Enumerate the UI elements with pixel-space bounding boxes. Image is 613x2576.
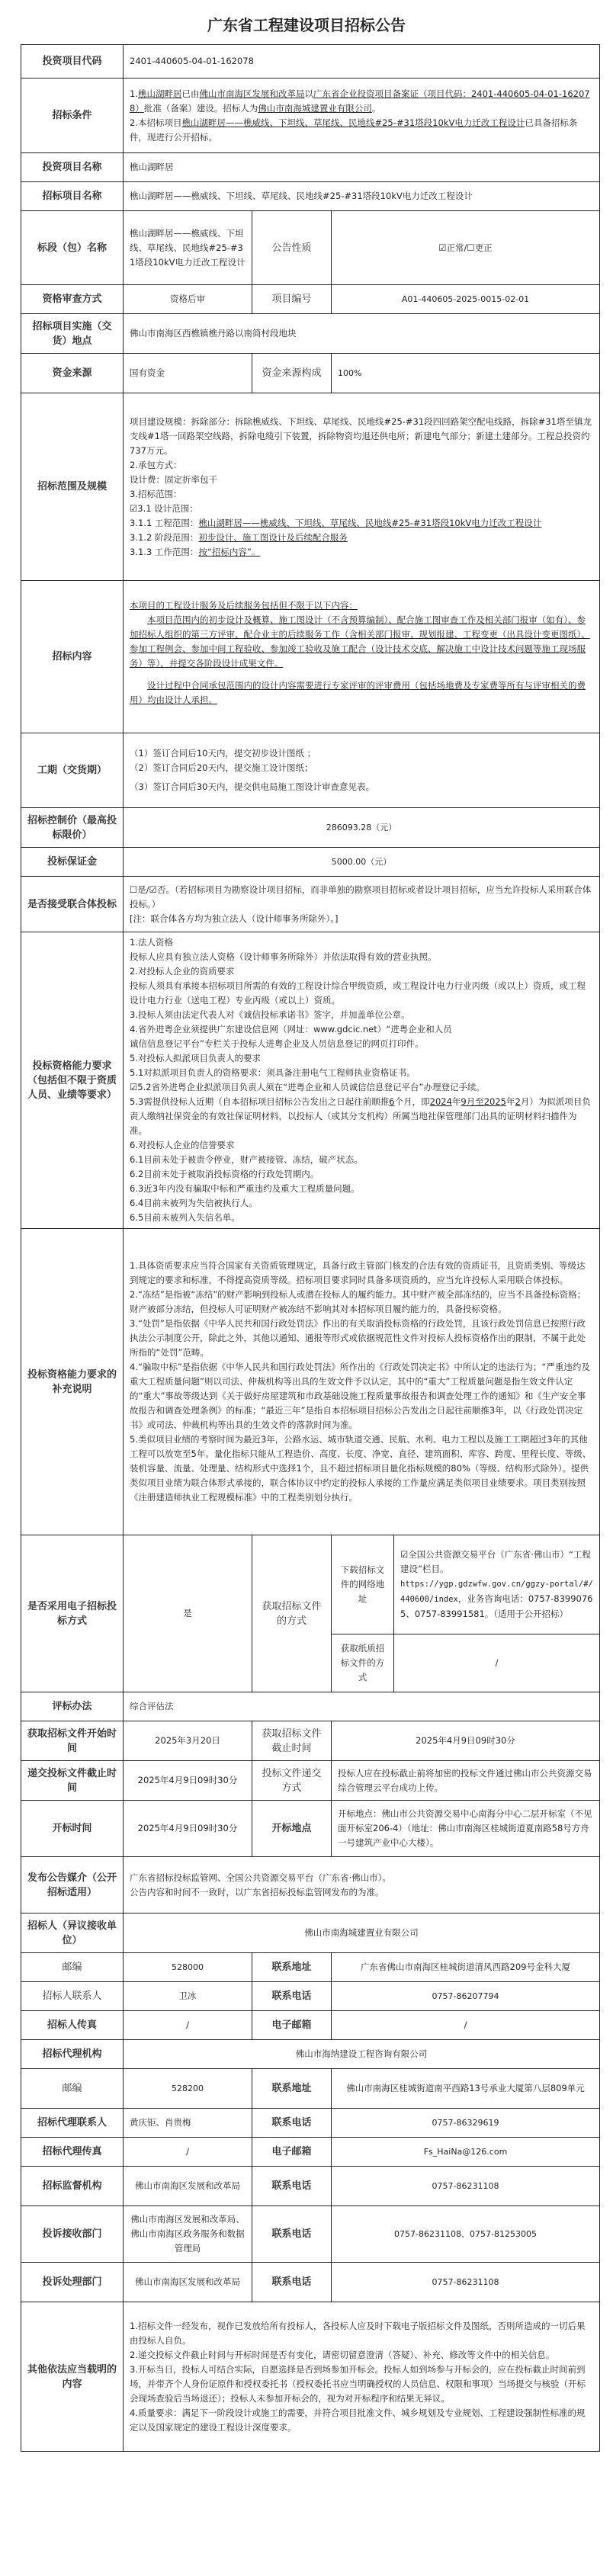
row-tenderer-contact	[21, 1982, 600, 2011]
row-investment-code	[21, 45, 600, 79]
text: 已具备招标条件，现进行公开招标。	[130, 117, 578, 143]
text: 樵山湖畔居——樵威线、下坦线、草尾线、民地线#25-#31塔段10kV电力迁改工程设计	[198, 517, 542, 528]
addr-label: 联系地址	[252, 2069, 332, 2109]
value: 佛山市南海区发展和改革局	[124, 2167, 252, 2206]
value: 资格后审	[124, 285, 252, 314]
text: 6	[389, 1096, 395, 1107]
media-line: 公告内容和时间不一致时，以广东省招标投标监管网发布的为准。	[130, 1886, 384, 1898]
phone-value: 0757-86231108、0757-81253005	[332, 2206, 600, 2263]
req-line: 投标人须具有承接本招标项目所需的有效的工程设计综合甲级资质，或工程设计电力行业丙级（或以上）资质，或工程设计电力行业（送电工程）专业丙级（或以上）资质。	[130, 980, 586, 1006]
text: 个月，即	[394, 1096, 430, 1107]
value: 528000	[124, 1953, 252, 1982]
req-line: 6.3近3年内没有骗取中标和严重违约及重大工程质量问题。	[130, 1183, 360, 1194]
label: 是否接受联合体投标	[21, 877, 124, 932]
label: 招标控制价（最高投标限价）	[21, 808, 124, 848]
label: 投资项目名称	[21, 153, 124, 182]
owner: 佛山市南海城建置业有限公司	[258, 102, 372, 114]
value	[124, 2302, 600, 2452]
req-line: 6.2目前未处于被取消投标资格的行政处罚期内。	[130, 1169, 319, 1179]
req-line: 6.4目前未被列为失信被执行人。	[130, 1198, 258, 1208]
value: 286093.28（元）	[124, 808, 600, 848]
phone-label: 联系电话	[252, 2206, 332, 2263]
row-electronic	[21, 1535, 600, 1634]
value: 樵山湖畔居——樵威线、下坦线、草尾线、民地线#25-#31塔段10kV电力迁改工程设计	[124, 182, 600, 211]
text: 3.1.3 工作范围：	[130, 546, 199, 557]
row-location	[21, 314, 600, 354]
label: 投资项目代码	[21, 45, 124, 79]
label: 是否采用电子招标投标方式	[21, 1535, 124, 1692]
label: 投标资格能力要求（包括但不限于资质人员、业绩等要求）	[21, 932, 124, 1229]
text: 9	[461, 1096, 467, 1107]
phone-value: 0757-86231108	[332, 2263, 600, 2302]
period-line: （3）签订合同后30天内，提交供电局施工图设计审查意见表。	[130, 781, 374, 792]
phone-label: 联系电话	[252, 2263, 332, 2302]
label: 资格审查方式	[21, 285, 124, 314]
content-p2: 本项目范围内的初步设计及概算、施工图设计（不含预算编制）、配合施工图审查工作及相关部门报审（如有）、参加招标人组织的第三方评审、配合业主的后续服务工作（含相关部门报审、规划报建、工程变更（出具设计变更图纸）、参加工程例会、参加中间工程验收、参加竣工验收及施工配合（设计技术交底、解决施工中设计技术问题等施工现场服务）等），并提交各阶段设计成果文件。	[130, 614, 590, 669]
row-consortium	[21, 877, 600, 932]
email-label: 电子邮箱	[252, 2011, 332, 2040]
value	[124, 393, 600, 581]
req-line: 3.投标人须由法定代表人对《诚信投标承诺书》签字，并加盖单位公章。	[130, 1009, 410, 1020]
value: 是	[124, 1535, 252, 1692]
scope-sub	[130, 516, 593, 531]
consortium-note: [注：联合体各方均为独立法人（设计师事务所除外）。]	[130, 913, 339, 924]
row-obtain-time	[21, 1721, 600, 1761]
approval-doc: 广东省企业投资项目备案证（项目代码：2401-440605-04-01-162078）	[130, 88, 590, 114]
label: 邮编	[21, 2069, 124, 2109]
addr-value: 佛山市南海区桂城街道南平西路13号承业大厦第八层809单元	[332, 2069, 600, 2109]
row-agency-contact	[21, 2109, 600, 2138]
value: 2025年4月9日09时30分	[124, 1761, 252, 1801]
value	[124, 79, 600, 153]
value	[124, 932, 600, 1229]
row-other	[21, 2302, 600, 2452]
row-complaint-proc	[21, 2263, 600, 2302]
label: 招标人（异议接收单位）	[21, 1914, 124, 1953]
label: 招标条件	[21, 79, 124, 153]
value: /	[124, 2138, 252, 2167]
text: 已由	[181, 88, 200, 99]
req-line: 6.1目前未处于被责令停业，财产被接管、冻结，破产状态。	[130, 1154, 363, 1165]
row-agency	[21, 2040, 600, 2069]
supplement-line: 2.“冻结”是指被“冻结”的财产影响到投标人或潜在投标人的履约能力。其中财产被全部冻结的，应当不具备投标资格；财产被部分冻结，但投标人可证明财产被冻结不影响其对本招标项目履约能力的，具备投标资格。	[130, 1289, 586, 1314]
scope-line: 2.承包方式：	[130, 459, 182, 470]
nature-value: ☑正常/☐更正	[332, 211, 600, 285]
consortium-line: ☐是/☑否。（若招标项目为勘察设计项目招标，而非单独的勘察项目招标或者设计项目招标，应当允许投标人采用联合体投标。）	[130, 884, 592, 909]
row-complaint-recv	[21, 2206, 600, 2263]
value: 樵山湖畔居	[124, 153, 600, 182]
row-tender-name	[21, 182, 600, 211]
text: 。	[371, 102, 381, 114]
req-line: 6.5目前未被列入失信名单。	[130, 1212, 240, 1223]
label: 招标人传真	[21, 2011, 124, 2040]
value: 佛山市南海城建置业有限公司	[124, 1914, 600, 1953]
other-line: 1.招标文件一经发布，视作已发放给所有投标人，各投标人应及时下载电子版招标文件及图纸，否则所造成的一切后果由投标人自负。	[130, 2320, 586, 2346]
text: ，业务咨询电话：0757-83990765、0757-83991581。（适用于公开招标）	[400, 1593, 593, 1619]
text: 2.本招标项目	[130, 117, 182, 128]
notice-table	[21, 44, 600, 2452]
row-agency-fax	[21, 2138, 600, 2167]
period-line: （1）签订合同后10天内，提交初步设计图纸 ；	[130, 748, 316, 759]
label: 招标项目实施（交货）地点	[21, 314, 124, 354]
row-section	[21, 211, 600, 285]
value: 佛山市海纳建设工程咨询有限公司	[124, 2040, 600, 2069]
paper-value: /	[394, 1634, 600, 1692]
scope-sub	[130, 531, 593, 545]
row-media	[21, 1857, 600, 1914]
label: 评标办法	[21, 1692, 124, 1721]
label: 投诉处理部门	[21, 2263, 124, 2302]
text: ☑全国公共资源交易平台（广东省·佛山市）“工程建设”栏目。	[400, 1549, 591, 1574]
project-name: 樵山湖畔居	[137, 88, 182, 99]
label: 招标监督机构	[21, 2167, 124, 2206]
content-p1: 本项目的工程设计服务及后续服务包括但不限于以下内容：	[130, 600, 358, 611]
other-line: 4.质量要求：满足下一阶段设计或施工的需要，并符合项目批准文件、城乡规划及专业规划、工程建设强制性标准的规定以及国家规定的建设工程设计深度要求。	[130, 2407, 586, 2433]
phone-label: 联系电话	[252, 2167, 332, 2206]
row-period	[21, 733, 600, 808]
value	[124, 1229, 600, 1535]
text: 5.3需提供投标人近期（自本招标项目招标公告发出之日起往前顺推	[130, 1096, 390, 1107]
composition-label: 资金来源构成	[252, 354, 332, 393]
phone-value: 0757-86329619	[332, 2109, 600, 2138]
place-value: 开标地点：佛山市公共资源交易中心南海分中心二层开标室（不见面开标室206-4）（地址：佛山市南海区桂城街道夏南路58号方舟一号建筑产业中心大楼）。	[332, 1801, 600, 1857]
label: 递交投标文件截止时间	[21, 1761, 124, 1801]
value	[124, 733, 600, 808]
req-line: 6.对投标人企业的信誉要求	[130, 1140, 235, 1150]
scope-line: 设计费：固定折率包干	[130, 473, 217, 485]
authority: 佛山市南海区发展和改革局	[199, 88, 305, 99]
label: 标段（包）名称	[21, 211, 124, 285]
text: 年	[451, 1096, 461, 1107]
row-qualification	[21, 285, 600, 314]
supplement-line: 5.类似项目业绩的考察时间为最近3年，公路水运、城市轨道交通、民航、水利、电力工程以及施工工期超过3年的其他工程可以放宽至5年。量化指标只能从工程造价、高度、长度、净宽、直径、建筑面积、库容、跨度、里程长度、等级、装机容量、流量、处理量、结构形式中选择1个，且不超过招标项目量化指标规模的80%（等级、结构形式除外）。提供类似项目业绩为联合体形式承接的，联合体协议中约定的投标人承接的工作量应满足类似项目业绩要求。项目类别按照《注册建造师执业工程规模标准》中的工程类别划分执行。	[130, 1434, 592, 1503]
composition-value: 100%	[332, 354, 600, 393]
label: 招标代理传真	[21, 2138, 124, 2167]
content-p3: 设计过程中合同承包范围内的设计内容需要进行专家评审的评审费用（包括场地费及专家费等所有与评审相关的费用）均由设计人承担。	[130, 680, 586, 705]
text: 3.1.2 阶段范围：	[130, 531, 199, 543]
value: 2025年4月9日09时30分	[124, 1801, 252, 1857]
text: 2025	[483, 1096, 507, 1107]
row-agency-zip	[21, 2069, 600, 2109]
req-line: 5.对投标人拟派项目负责人的要求	[130, 1053, 261, 1063]
row-bid-bond	[21, 848, 600, 877]
value: 5000.00（元）	[124, 848, 600, 877]
value	[124, 1857, 600, 1914]
supplement-line: 4.“骗取中标”是指依据《中华人民共和国行政处罚法》所作出的《行政处罚决定书》中所认定的违法行为；“严重违约及重大工程质量问题”则以司法、仲裁机构等出具的生效文件予以认定，其中的“重大”工程质量问题是指生效文件认定的“重大”事故等级达到《关于做好房屋建筑和市政基础设施工程质量事故报告和调查处理工作的通知》和《生产安全事故报告和调查处理条例》的标准；“最近三年”是指自本招标项目招标公告发出之日起往前顺推3年，以《行政处罚决定书》或司法、仲裁机构等出具的生效文件的落款时间为准。	[130, 1362, 590, 1430]
req-line: 投标人应具有独立法人资格（设计师事务所除外）并依法取得有效的营业执照。	[130, 951, 437, 962]
period-line: （2）签订合同后20天内，提交施工设计图纸；	[130, 762, 313, 773]
end-label: 获取招标文件截止时间	[252, 1721, 332, 1761]
row-supervisor	[21, 2167, 600, 2206]
label: 开标时间	[21, 1801, 124, 1857]
project-no-value: A01-440605-2025-0015-02-01	[332, 285, 600, 314]
row-scope	[21, 393, 600, 581]
label: 招标代理机构	[21, 2040, 124, 2069]
row-tenderer-zip	[21, 1953, 600, 1982]
req-line: 诚信信息登记平台”专栏关于投标人进粤企业及人员信息登记的网页打印件。	[130, 1038, 424, 1049]
value: 佛山市南海区发展和改革局、佛山市南海区政务服务和数据管理局	[124, 2206, 252, 2263]
value: 综合评估法	[124, 1692, 600, 1721]
label: 其他依法应当载明的内容	[21, 2302, 124, 2452]
row-control-price	[21, 808, 600, 848]
supplement-line: 3.“处罚”是指依据《中华人民共和国行政处罚法》作出的有关取消投标资格的行政处罚，且该行政处罚信息已按照行政执法公示制度公开，除此之外，其他以通知、通报等形式或依据规范性文件对投标人投标资格作出的限制，不属于此处所指的“处罚”范畴。	[130, 1318, 586, 1358]
label: 投标保证金	[21, 848, 124, 877]
value: 樵山湖畔居——樵威线、下坦线、草尾线、民地线#25-#31塔段10kV电力迁改工程设计	[124, 211, 252, 285]
download-value	[394, 1535, 600, 1634]
addr-value: 广东省佛山市南海区桂城街道清风西路209号金科大厦	[332, 1953, 600, 1982]
label: 工期（交货期）	[21, 733, 124, 808]
row-submit	[21, 1761, 600, 1801]
req-line: 5.1对拟派项目负责人的资格要求：须具备注册电气工程师执业资格证书。	[130, 1067, 416, 1078]
row-funding	[21, 354, 600, 393]
text: 2024	[429, 1096, 452, 1107]
row-supplement	[21, 1229, 600, 1535]
place-label: 开标地点	[252, 1801, 332, 1857]
text: 2	[515, 1096, 521, 1107]
label: 资金来源	[21, 354, 124, 393]
label: 招标代理联系人	[21, 2109, 124, 2138]
value: 卫冰	[124, 1982, 252, 2011]
tender-project: 樵山湖畔居——樵威线、下坦线、草尾线、民地线#25-#31塔段10kV电力迁改工程设计	[181, 117, 525, 128]
value: 佛山市南海区西樵镇樵丹路以南简村段地块	[124, 314, 600, 354]
label: 邮编	[21, 1953, 124, 1982]
row-evaluation	[21, 1692, 600, 1721]
row-tenderer-fax	[21, 2011, 600, 2040]
label: 投标资格能力要求的补充说明	[21, 1229, 124, 1535]
method-label: 投标文件递交方式	[252, 1761, 332, 1801]
label: 招标人联系人	[21, 1982, 124, 2011]
value: 黄庆钜、肖贵梅	[124, 2109, 252, 2138]
label: 招标项目名称	[21, 182, 124, 211]
email-value: /	[332, 2011, 600, 2040]
project-no-label: 项目编号	[252, 285, 332, 314]
email-label: 电子邮箱	[252, 2138, 332, 2167]
label: 投诉接收部门	[21, 2206, 124, 2263]
text: 月）为拟派项目负责人缴纳社保资金的有效社保证明材料，以投标人（或其分支机构）所属当地社保管理部门出具的证明材料扫描件为准。	[130, 1096, 591, 1136]
paper-label: 获取纸质招标文件的方式	[332, 1634, 394, 1692]
req-line: 4.省外进粤企业须提供广东建设信息网（网址：www.gdcic.net）“进粤企业和人员	[130, 1024, 452, 1035]
start-label: 获取招标文件开始时间	[21, 1721, 124, 1761]
row-tenderer	[21, 1914, 600, 1953]
phone-label: 联系电话	[252, 2109, 332, 2138]
value	[124, 877, 600, 932]
value: 国有资金	[124, 354, 252, 393]
text: 年	[506, 1096, 515, 1107]
req-line-5-3	[130, 1095, 593, 1138]
text: 月至	[466, 1096, 484, 1107]
end-value: 2025年4月9日09时30分	[332, 1721, 600, 1761]
scope-line: 项目建设规模：拆除部分：拆除樵威线、下坦线、草尾线、民地线#25-#31段四回路架空配电线路，拆除#31塔至镇龙支线#1塔一回路架空线路，拆除电缆引下装置，拆除物资均退还供电所；新建电气部分；新建土建部分。工程总投资约737万元。	[130, 415, 592, 456]
other-line: 2.递交投标文件截止时间与开标时间是否有变化，请密切留意澄清（答疑）、补充、修改等文件中的相关信息。	[130, 2349, 555, 2360]
row-opening	[21, 1801, 600, 1857]
phone-value: 0757-86207794	[332, 1982, 600, 2011]
phone-value: 0757-86231108	[332, 2167, 600, 2206]
req-line: 1.法人资格	[130, 937, 173, 948]
req-line: 2.对投标人企业的资质要求	[130, 966, 235, 977]
other-line: 3.开标当日，投标人可结合实际，自愿选择是否到场参加开标会。投标人如到场参与开标会的，应在投标截止时间前到场，并带齐个人身份证原件和授权委托书（授权委托书应当明确授权的人员信息、权限和事项）当场提交与核验（开标会现场查验后当场退还）；投标人未参加开标会的，视为对开标程序和结果无异议。	[130, 2363, 586, 2404]
phone-label: 联系电话	[252, 1982, 332, 2011]
row-investment-name	[21, 153, 600, 182]
text: 1.	[130, 88, 138, 99]
value: 2401-440605-04-01-162078	[124, 45, 600, 79]
obtain-label: 获取招标文件的方式	[252, 1535, 332, 1692]
scope-line: 3.招标范围：	[130, 488, 182, 499]
label: 发布公告媒介（公开招标适用）	[21, 1857, 124, 1914]
text: 3.1.1 工程范围：	[130, 517, 199, 528]
page-title: 广东省工程建设项目招标公告	[207, 16, 406, 34]
text: 批准（备案）建设。招标人为	[143, 102, 258, 114]
supplement-line: 1.具体资质要求应当符合国家有关资质管理规定，具备行政主管部门核发的合法有效的资质证书，且资质类别、等级达到规定的要求和标准，不得提高资质等级。招标项目要求同时具备多项资质的，应当允许投标人采用联合体投标。	[130, 1260, 586, 1285]
email-value[interactable]: Fs_HaiNa@126.com	[332, 2138, 600, 2167]
value: 528200	[124, 2069, 252, 2109]
row-requirements	[21, 932, 600, 1229]
value	[124, 581, 600, 733]
scope-sub	[130, 545, 593, 560]
text: 按“招标内容”。	[198, 546, 261, 557]
nature-label: 公告性质	[252, 211, 332, 285]
addr-label: 联系地址	[252, 1953, 332, 1982]
value: 佛山市南海区发展和改革局	[124, 2263, 252, 2302]
row-conditions	[21, 79, 600, 153]
download-label: 下载招标文件的网络地址	[332, 1535, 394, 1634]
media-line: 广东省招标投标监管网、全国公共资源交易平台（广东省·佛山市）。	[130, 1872, 391, 1883]
text: 以	[304, 88, 313, 99]
req-line: ☑5.2省外进粤企业拟派项目负责人须在“进粤企业和人员诚信信息登记平台”办理登记手续。	[130, 1082, 486, 1092]
download-link[interactable]: https://ygp.gdzwfw.gov.cn/ggzy-portal/#/440600/index	[400, 1580, 593, 1604]
label: 招标范围及规模	[21, 393, 124, 581]
method-value: 投标人应在投标截止前将加密的投标文件通过佛山市公共资源交易综合管理云平台成功上传。	[332, 1761, 600, 1801]
value: /	[124, 2011, 252, 2040]
start-value: 2025年3月20日	[124, 1721, 252, 1761]
text: 初步设计、施工图设计及后续配合服务	[198, 531, 348, 543]
scope-line: ☑3.1 设计范围：	[130, 502, 198, 514]
label: 招标内容	[21, 581, 124, 733]
row-content	[21, 581, 600, 733]
